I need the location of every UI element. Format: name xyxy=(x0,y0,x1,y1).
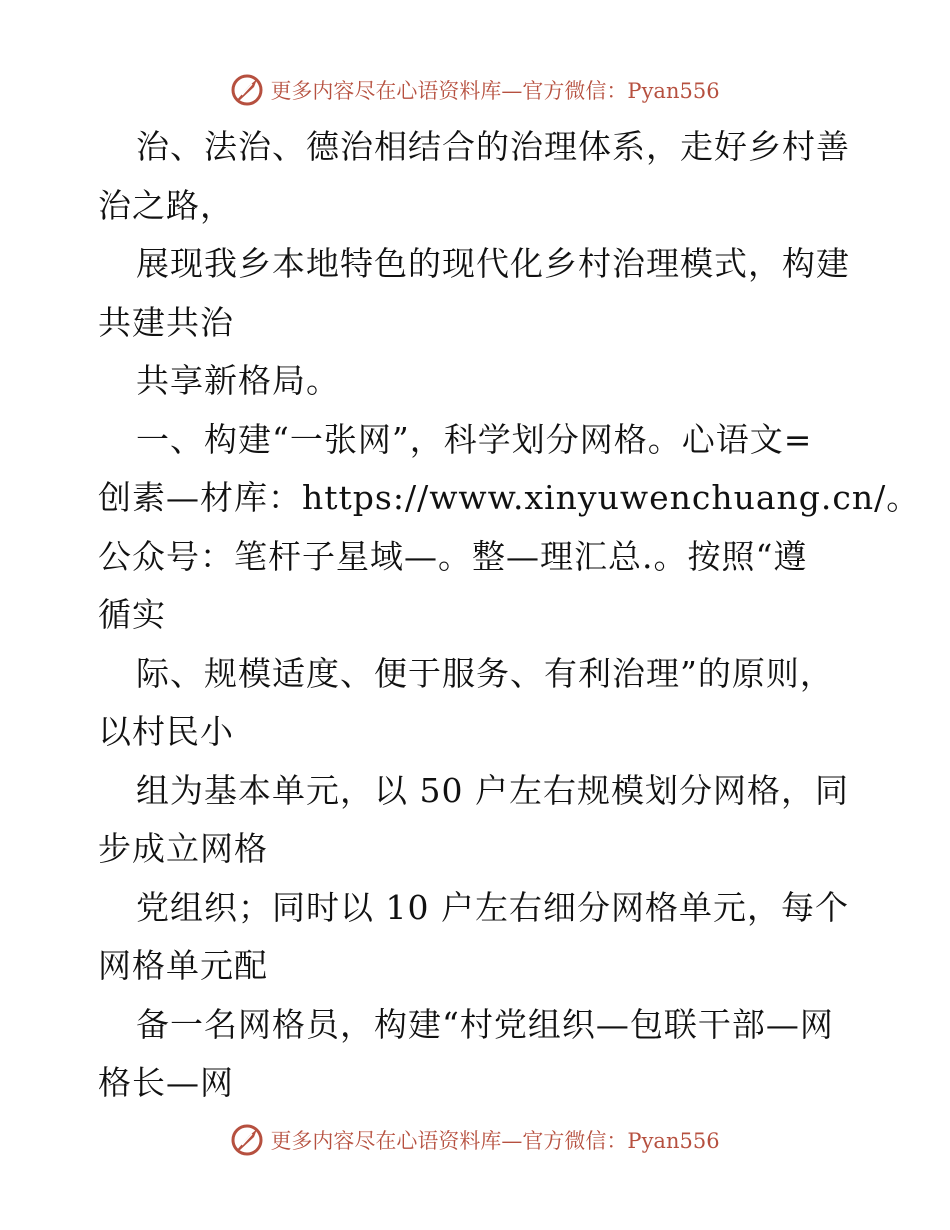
body-line: 备一名网格员，构建“村党组织—包联干部—网 xyxy=(136,1004,834,1044)
body-line: 组为基本单元，以 50 户左右规模划分网格，同 xyxy=(136,770,849,810)
body-line: 共享新格局。 xyxy=(136,361,340,400)
body-line: 治之路， xyxy=(98,185,234,225)
quill-pen-logo-icon xyxy=(230,1123,264,1157)
body-line: 党组织；同时以 10 户左右细分网格单元，每个 xyxy=(136,887,849,927)
header-banner-text: 更多内容尽在心语资料库—官方微信：Pyan556 xyxy=(270,79,720,103)
body-line: 创素—材库：https://www.xinyuwenchuang.cn/。 xyxy=(98,478,921,517)
body-line: 际、规模适度、便于服务、有利治理”的原则， xyxy=(136,653,834,693)
body-line: 循实 xyxy=(98,595,166,634)
body-line: 步成立网格 xyxy=(98,829,268,868)
document-body xyxy=(98,118,921,1113)
body-line: 一、构建“一张网”，科学划分网格。心语文= xyxy=(136,419,813,459)
body-line: 格长—网 xyxy=(98,1063,234,1102)
body-line: 网格单元配 xyxy=(98,946,268,985)
body-line: 展现我乡本地特色的现代化乡村治理模式，构建 xyxy=(136,244,850,283)
header-banner xyxy=(0,70,950,110)
body-line: 共建共治 xyxy=(98,302,234,342)
body-line: 治、法治、德治相结合的治理体系，走好乡村善 xyxy=(136,127,850,166)
body-line: 以村民小 xyxy=(98,712,234,751)
footer-banner xyxy=(0,1120,950,1160)
quill-pen-logo-icon xyxy=(230,73,264,107)
body-line: 公众号：笔杆子星域—。整—理汇总.。按照“遵 xyxy=(98,536,808,576)
footer-banner-text: 更多内容尽在心语资料库—官方微信：Pyan556 xyxy=(270,1129,720,1153)
